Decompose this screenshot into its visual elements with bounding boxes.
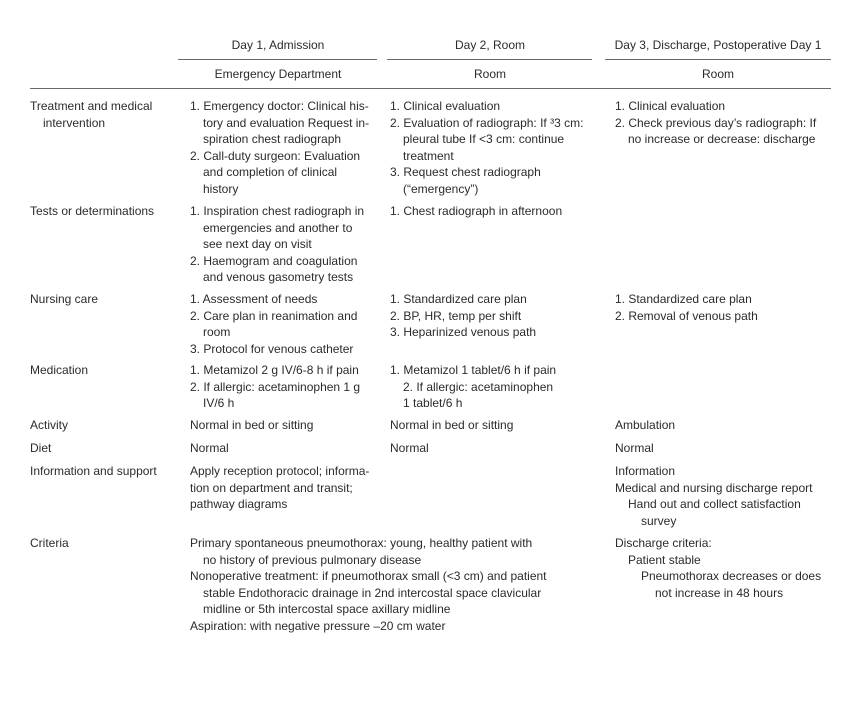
cell-line: midline or 5th intercostal space axillary midline (203, 602, 451, 616)
cell-line: 2. BP, HR, temp per shift (390, 308, 522, 323)
cell-line: stable Endothoracic drainage in 2nd intercostal space clavicular (203, 585, 542, 600)
row-label-diet: Diet (30, 441, 52, 455)
cell-line: 1. Clinical evaluation (615, 99, 726, 113)
cell-line: 2. If allergic: acetaminophen 1 g (190, 379, 361, 394)
cell-line: 2. Evaluation of radiograph: If ³3 cm: (390, 115, 584, 130)
header-day1: Day 1, Admission (231, 38, 325, 52)
cell-line: pathway diagrams (190, 497, 288, 511)
diet-day1: Normal (190, 441, 229, 455)
cell-line: Pneumothorax decreases or does (641, 569, 822, 583)
cell-line: 1. Emergency doctor: Clinical his- (190, 99, 369, 113)
header-rule-top-col3 (605, 59, 831, 60)
cell-line: Patient stable (628, 552, 701, 567)
row-label-activity: Activity (30, 418, 69, 432)
cell-line: 2. Removal of venous path (615, 308, 758, 323)
header-day2-location: Room (473, 67, 506, 81)
row-label-criteria: Criteria (30, 536, 69, 550)
criteria-day1 (190, 535, 547, 634)
medication-day1 (190, 362, 360, 412)
cell-line: 2. Call-duty surgeon: Evaluation (190, 148, 361, 163)
header-rule-top-col2 (387, 59, 592, 60)
activity-day2: Normal in bed or sitting (390, 418, 514, 432)
cell-line: history (203, 181, 239, 196)
cell-line: 1. Standardized care plan (390, 292, 527, 306)
cell-line: survey (641, 513, 677, 528)
row-label-tests: Tests or determinations (30, 204, 155, 218)
header-day1-location: Emergency Department (214, 67, 342, 81)
cell-line: Apply reception protocol; informa- (190, 464, 370, 478)
activity-day3: Ambulation (615, 418, 676, 432)
cell-line: 1. Clinical evaluation (390, 99, 501, 113)
cell-line: IV/6 h (203, 396, 235, 410)
row-label-nursing: Nursing care (30, 292, 99, 306)
cell-line: treatment (403, 148, 454, 163)
header-rule-bottom (30, 88, 831, 89)
cell-line: 2. Haemogram and coagulation (190, 253, 358, 268)
cell-line: no history of previous pulmonary disease (203, 552, 422, 567)
treatment-day3 (615, 98, 816, 148)
row-label-medication: Medication (30, 363, 89, 377)
cell-line: and venous gasometry tests (203, 270, 354, 284)
cell-line: no increase or decrease: discharge (628, 132, 816, 146)
cell-line: 3. Request chest radiograph (390, 165, 541, 179)
cell-line: 1 tablet/6 h (403, 396, 463, 410)
cell-line: Hand out and collect satisfaction (628, 497, 801, 511)
diet-day3: Normal (615, 441, 654, 455)
cell-line: Primary spontaneous pneumothorax: young, healthy patient with (190, 536, 533, 550)
activity-day1: Normal in bed or sitting (190, 418, 314, 432)
cell-line: spiration chest radiograph (203, 132, 342, 146)
row-label-information: Information and support (30, 464, 157, 478)
cell-line: 1. Metamizol 2 g IV/6-8 h if pain (190, 363, 359, 377)
cell-line: 1. Metamizol 1 tablet/6 h if pain (390, 363, 557, 377)
cell-line: see next day on visit (203, 237, 312, 251)
tests-day2 (390, 203, 562, 220)
medication-day2 (390, 362, 556, 412)
header-day3: Day 3, Discharge, Postoperative Day 1 (614, 38, 822, 52)
cell-line: Medical and nursing discharge report (615, 480, 813, 495)
information-day3 (615, 463, 812, 529)
cell-line: 1. Inspiration chest radiograph in (190, 204, 365, 218)
cell-line: 1. Assessment of needs (190, 292, 318, 306)
cell-line: tory and evaluation Request in- (203, 115, 370, 130)
nursing-day2 (390, 291, 536, 341)
cell-line: Aspiration: with negative pressure –20 cm water (190, 618, 446, 633)
cell-line: room (203, 325, 231, 339)
criteria-day3 (615, 535, 821, 601)
cell-line: tion on department and transit; (190, 480, 353, 495)
cell-line: Nonoperative treatment: if pneumothorax small (<3 cm) and patient (190, 569, 547, 583)
nursing-day1 (190, 291, 357, 357)
header-day3-location: Room (701, 67, 734, 81)
header-day2: Day 2, Room (454, 38, 526, 52)
cell-line: 1. Chest radiograph in afternoon (390, 204, 563, 218)
cell-line: 3. Heparinized venous path (390, 325, 537, 339)
cell-line: Information (615, 464, 676, 478)
information-day1 (190, 463, 369, 513)
cell-line: 3. Protocol for venous catheter (190, 341, 354, 356)
treatment-day1 (190, 98, 369, 197)
diet-day2: Normal (390, 441, 429, 455)
tests-day1 (190, 203, 364, 286)
header-rule-top-col1 (178, 59, 377, 60)
cell-line: emergencies and another to (203, 220, 353, 235)
row-label-line: Treatment and medical (30, 99, 153, 113)
cell-line: not increase in 48 hours (655, 585, 784, 600)
cell-line: and completion of clinical (203, 165, 338, 179)
nursing-day3 (615, 291, 758, 324)
cell-line: Discharge criteria: (615, 536, 712, 550)
treatment-day2 (390, 98, 583, 197)
cell-line: (“emergency”) (403, 181, 479, 196)
cell-line: 1. Standardized care plan (615, 292, 752, 306)
cell-line: 2. Care plan in reanimation and (190, 308, 358, 323)
cell-line: 2. If allergic: acetaminophen (403, 379, 554, 394)
row-label-treatment (30, 98, 152, 131)
row-label-line: intervention (43, 115, 106, 130)
cell-line: 2. Check previous day’s radiograph: If (615, 115, 817, 130)
cell-line: pleural tube If <3 cm: continue (403, 132, 565, 146)
